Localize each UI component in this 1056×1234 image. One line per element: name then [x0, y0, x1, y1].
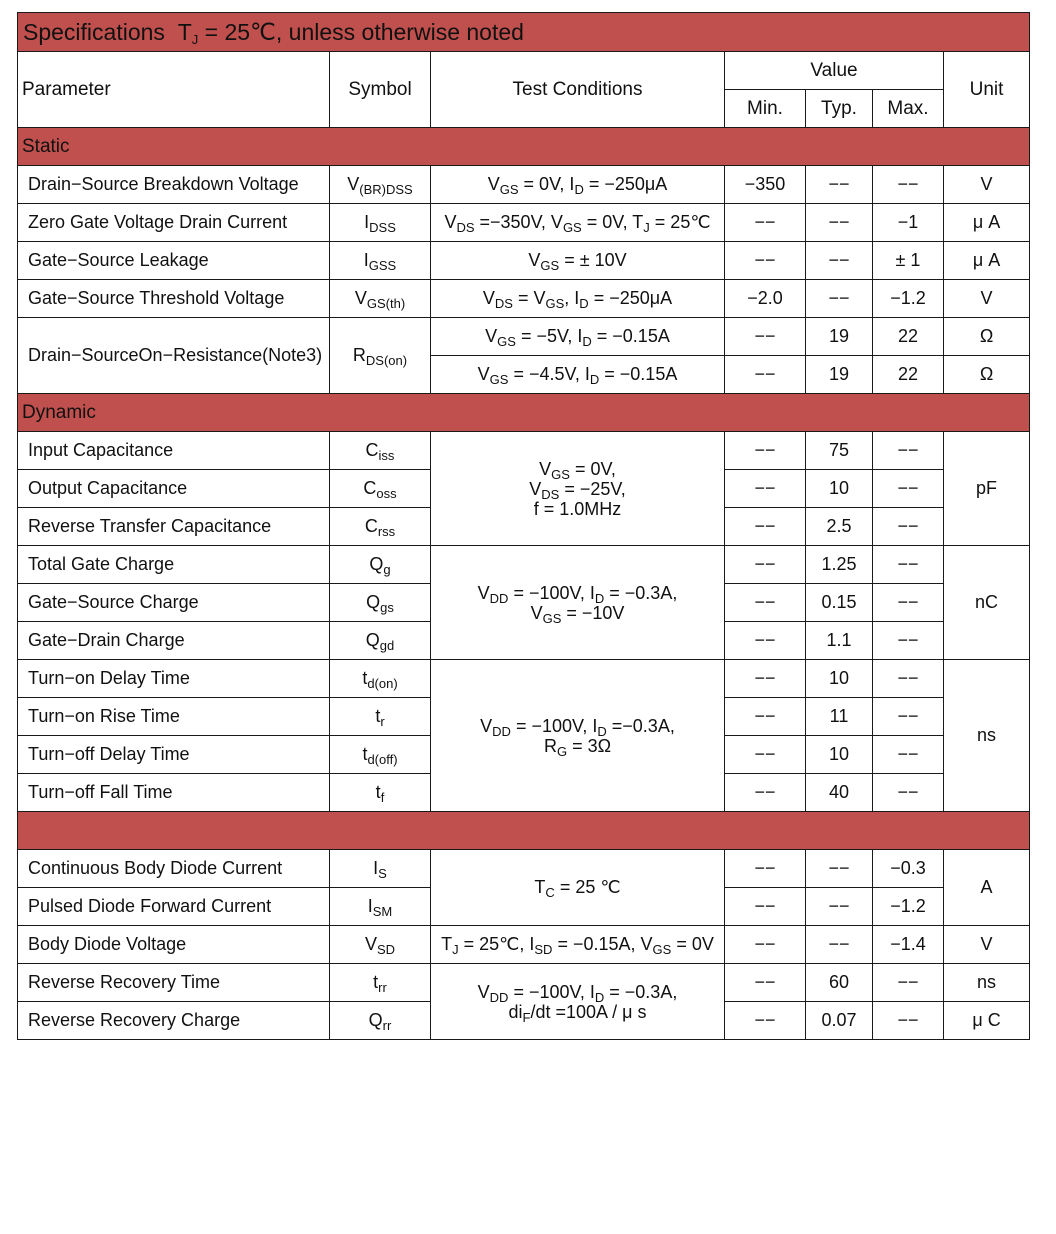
typ-cell: −− [806, 850, 873, 888]
table-row [18, 242, 1030, 280]
table-row [18, 166, 1030, 204]
section-dynamic [18, 394, 1030, 432]
max-cell: −− [873, 166, 944, 204]
symbol-cell: $C_{iss}$ [330, 432, 431, 470]
table-row [18, 964, 1030, 1002]
test-condition-cell: $V_{DD} = -100V$, $I_D = -0.3A$, $di_F/dt =100A / \mu$ s [431, 964, 725, 1040]
parameter-cell: Reverse Recovery Time [18, 964, 330, 1002]
typ-cell: −− [806, 166, 873, 204]
max-cell: −− [873, 584, 944, 622]
parameter-cell: Reverse Recovery Charge [18, 1002, 330, 1040]
symbol-cell: $I_{GSS}$ [330, 242, 431, 280]
unit-cell: A [944, 850, 1030, 926]
test-condition-cell: $T_J$ = 25℃, $I_{SD} = -0.15A$, $V_{GS} = 0V$ [431, 926, 725, 964]
min-cell: −− [725, 926, 806, 964]
table-row [18, 204, 1030, 242]
min-cell: −− [725, 470, 806, 508]
min-cell: −− [725, 698, 806, 736]
table-title [18, 13, 1030, 52]
symbol-cell: $t_f$ [330, 774, 431, 812]
table-row [18, 660, 1030, 698]
min-cell: −− [725, 622, 806, 660]
max-cell: −− [873, 774, 944, 812]
max-cell: −− [873, 964, 944, 1002]
parameter-cell: Drain−SourceOn−Resistance(Note3) [18, 318, 330, 394]
header-parameter: Parameter [18, 52, 330, 128]
section-title-diode [18, 812, 1030, 850]
parameter-cell: Gate−Drain Charge [18, 622, 330, 660]
header-typ: Typ. [806, 90, 873, 128]
max-cell: −1.4 [873, 926, 944, 964]
min-cell: −− [725, 242, 806, 280]
table-row [18, 318, 1030, 356]
specifications-table [17, 12, 1030, 1040]
test-condition-cell: $V_{DS} =-350V$, $V_{GS} = 0V$, $T_J$ = 25℃ [431, 204, 725, 242]
table-title-row [18, 13, 1030, 52]
min-cell: −2.0 [725, 280, 806, 318]
unit-cell: ns [944, 964, 1030, 1002]
parameter-cell: Total Gate Charge [18, 546, 330, 584]
section-diode [18, 812, 1030, 850]
unit-cell: Ω [944, 318, 1030, 356]
header-symbol: Symbol [330, 52, 431, 128]
min-cell: −− [725, 1002, 806, 1040]
typ-cell: 1.1 [806, 622, 873, 660]
typ-cell: −− [806, 888, 873, 926]
parameter-cell: Pulsed Diode Forward Current [18, 888, 330, 926]
unit-cell: μ C [944, 1002, 1030, 1040]
typ-cell: 0.15 [806, 584, 873, 622]
typ-cell: 1.25 [806, 546, 873, 584]
test-condition-cell: $V_{GS} = -5V$, $I_D = -0.15A$ [431, 318, 725, 356]
section-static [18, 128, 1030, 166]
min-cell: −− [725, 584, 806, 622]
unit-cell: nC [944, 546, 1030, 660]
max-cell: −1.2 [873, 280, 944, 318]
typ-cell: −− [806, 242, 873, 280]
unit-cell: μ A [944, 204, 1030, 242]
max-cell: −− [873, 660, 944, 698]
typ-cell: 0.07 [806, 1002, 873, 1040]
unit-cell: pF [944, 432, 1030, 546]
min-cell: −− [725, 736, 806, 774]
unit-cell: V [944, 926, 1030, 964]
max-cell: ± 1 [873, 242, 944, 280]
table-row [18, 926, 1030, 964]
symbol-cell: $I_{DSS}$ [330, 204, 431, 242]
parameter-cell: Turn−on Rise Time [18, 698, 330, 736]
min-cell: −− [725, 888, 806, 926]
unit-cell: ns [944, 660, 1030, 812]
unit-cell: μ A [944, 242, 1030, 280]
max-cell: −− [873, 622, 944, 660]
header-min: Min. [725, 90, 806, 128]
max-cell: −− [873, 1002, 944, 1040]
header-value: Value [725, 52, 944, 90]
min-cell: −− [725, 318, 806, 356]
header-test-conditions: Test Conditions [431, 52, 725, 128]
parameter-cell: Gate−Source Threshold Voltage [18, 280, 330, 318]
unit-cell: Ω [944, 356, 1030, 394]
symbol-cell: $Q_{gs}$ [330, 584, 431, 622]
test-condition-cell: $V_{DD} = -100V$, $I_D =-0.3A$, $R_G = 3\Omega$ [431, 660, 725, 812]
min-cell: −− [725, 546, 806, 584]
typ-cell: −− [806, 280, 873, 318]
max-cell: −− [873, 432, 944, 470]
symbol-cell: $t_{rr}$ [330, 964, 431, 1002]
parameter-cell: Turn−off Delay Time [18, 736, 330, 774]
test-condition-cell: $V_{DS} = V_{GS}$, $I_D = -250\mu A$ [431, 280, 725, 318]
max-cell: −− [873, 470, 944, 508]
max-cell: −− [873, 736, 944, 774]
section-title-static: Static [18, 128, 1030, 166]
min-cell: −− [725, 660, 806, 698]
symbol-cell: $Q_{gd}$ [330, 622, 431, 660]
typ-cell: 2.5 [806, 508, 873, 546]
test-condition-cell: $V_{GS}$ = ± 10V [431, 242, 725, 280]
min-cell: −− [725, 850, 806, 888]
parameter-cell: Gate−Source Charge [18, 584, 330, 622]
min-cell: −− [725, 432, 806, 470]
typ-cell: 60 [806, 964, 873, 1002]
section-title-dynamic: Dynamic [18, 394, 1030, 432]
min-cell: −− [725, 508, 806, 546]
typ-cell: 11 [806, 698, 873, 736]
min-cell: −− [725, 356, 806, 394]
symbol-cell: $Q_g$ [330, 546, 431, 584]
title-condition: $T_J$ = 25℃, unless otherwise noted [177, 18, 524, 47]
max-cell: −1 [873, 204, 944, 242]
header-unit: Unit [944, 52, 1030, 128]
max-cell: −0.3 [873, 850, 944, 888]
max-cell: 22 [873, 318, 944, 356]
symbol-cell: $t_r$ [330, 698, 431, 736]
parameter-cell: Turn−off Fall Time [18, 774, 330, 812]
parameter-cell: Turn−on Delay Time [18, 660, 330, 698]
parameter-cell: Output Capacitance [18, 470, 330, 508]
title-main: Specifications [23, 18, 165, 45]
table-row [18, 546, 1030, 584]
symbol-cell: $t_{d(on)}$ [330, 660, 431, 698]
typ-cell: −− [806, 204, 873, 242]
parameter-cell: Reverse Transfer Capacitance [18, 508, 330, 546]
typ-cell: −− [806, 926, 873, 964]
max-cell: −− [873, 508, 944, 546]
symbol-cell: $C_{rss}$ [330, 508, 431, 546]
unit-cell: V [944, 166, 1030, 204]
typ-cell: 10 [806, 736, 873, 774]
table-row [18, 280, 1030, 318]
table-row [18, 850, 1030, 888]
max-cell: −1.2 [873, 888, 944, 926]
max-cell: −− [873, 546, 944, 584]
symbol-cell: $V_{(BR)DSS}$ [330, 166, 431, 204]
parameter-cell: Continuous Body Diode Current [18, 850, 330, 888]
parameter-cell: Zero Gate Voltage Drain Current [18, 204, 330, 242]
min-cell: −− [725, 964, 806, 1002]
table-row [18, 432, 1030, 470]
typ-cell: 40 [806, 774, 873, 812]
typ-cell: 75 [806, 432, 873, 470]
typ-cell: 19 [806, 356, 873, 394]
test-condition-cell: $V_{DD} = -100V$, $I_D = -0.3A$, $V_{GS} = -10V$ [431, 546, 725, 660]
parameter-cell: Body Diode Voltage [18, 926, 330, 964]
max-cell: −− [873, 698, 944, 736]
test-condition-cell: $T_C = 25$ ℃ [431, 850, 725, 926]
parameter-cell: Gate−Source Leakage [18, 242, 330, 280]
typ-cell: 19 [806, 318, 873, 356]
parameter-cell: Drain−Source Breakdown Voltage [18, 166, 330, 204]
symbol-cell: $R_{DS(on)}$ [330, 318, 431, 394]
max-cell: 22 [873, 356, 944, 394]
min-cell: −350 [725, 166, 806, 204]
test-condition-cell: $V_{GS} = 0V$, $V_{DS} = -25V$, f = 1.0MHz [431, 432, 725, 546]
symbol-cell: $Q_{rr}$ [330, 1002, 431, 1040]
min-cell: −− [725, 774, 806, 812]
min-cell: −− [725, 204, 806, 242]
symbol-cell: $I_{SM}$ [330, 888, 431, 926]
symbol-cell: $t_{d(off)}$ [330, 736, 431, 774]
header-row-1 [18, 52, 1030, 90]
test-condition-cell: $V_{GS} = -4.5V$, $I_D = -0.15A$ [431, 356, 725, 394]
unit-cell: V [944, 280, 1030, 318]
test-condition-cell: $V_{GS} = 0V$, $I_D = -250\mu A$ [431, 166, 725, 204]
parameter-cell: Input Capacitance [18, 432, 330, 470]
typ-cell: 10 [806, 660, 873, 698]
symbol-cell: $V_{GS(th)}$ [330, 280, 431, 318]
symbol-cell: $V_{SD}$ [330, 926, 431, 964]
header-max: Max. [873, 90, 944, 128]
typ-cell: 10 [806, 470, 873, 508]
symbol-cell: $C_{oss}$ [330, 470, 431, 508]
symbol-cell: $I_S$ [330, 850, 431, 888]
